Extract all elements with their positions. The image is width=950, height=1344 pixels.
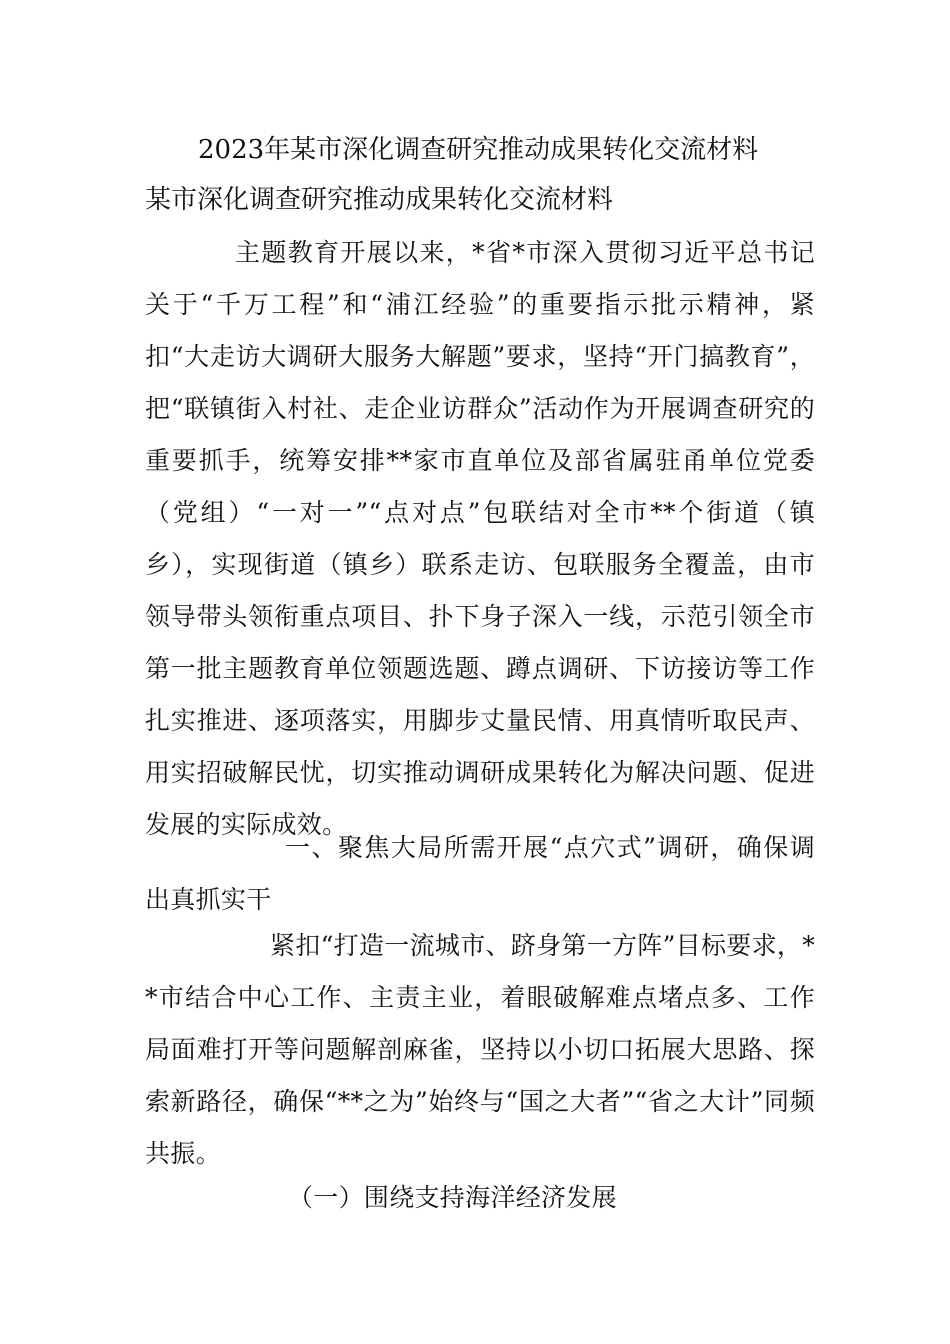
document-title: 2023年某市深化调查研究推动成果转化交流材料: [198, 135, 759, 165]
section-heading-1: 一、聚焦大局所需开展“点穴式”调研，确保调出真抓实干: [145, 833, 815, 914]
document-subtitle: 某市深化调查研究推动成果转化交流材料: [145, 185, 614, 215]
subsection-heading-1: （一）围绕支持海洋经济发展: [288, 1183, 617, 1212]
intro-paragraph: 主题教育开展以来，*省*市深入贯彻习近平总书记关于“千万工程”和“浦江经验”的重要指示批示精神，紧扣“大走访大调研大服务大解题”要求，坚持“开门搞教育”，把“联镇街入村社、走企业访群众”活动作为开展调查研究的重要抓手，统筹安排**家市直单位及部省属驻甬单位党委（党组）“一对一”“点对点”包联结对全市**个街道（镇乡），实现街道（镇乡）联系走访、包联服务全覆盖，由市领导带头领衔重点项目、扑下身子深入一线，示范引领全市第一批主题教育单位领题选题、蹲点调研、下访接访等工作扎实推进、逐项落实，用脚步丈量民情、用真情听取民声、用实招破解民忧，切实推动调研成果转化为解决问题、促进发展的实际成效。: [145, 238, 815, 839]
section-body-1: 紧扣“打造一流城市、跻身第一方阵”目标要求，**市结合中心工作、主责主业，着眼破解难点堵点多、工作局面难打开等问题解剖麻雀，坚持以小切口拓展大思路、探索新路径，确保“**之为”始终与“国之大者”“省之大计”同频共振。: [145, 931, 815, 1168]
